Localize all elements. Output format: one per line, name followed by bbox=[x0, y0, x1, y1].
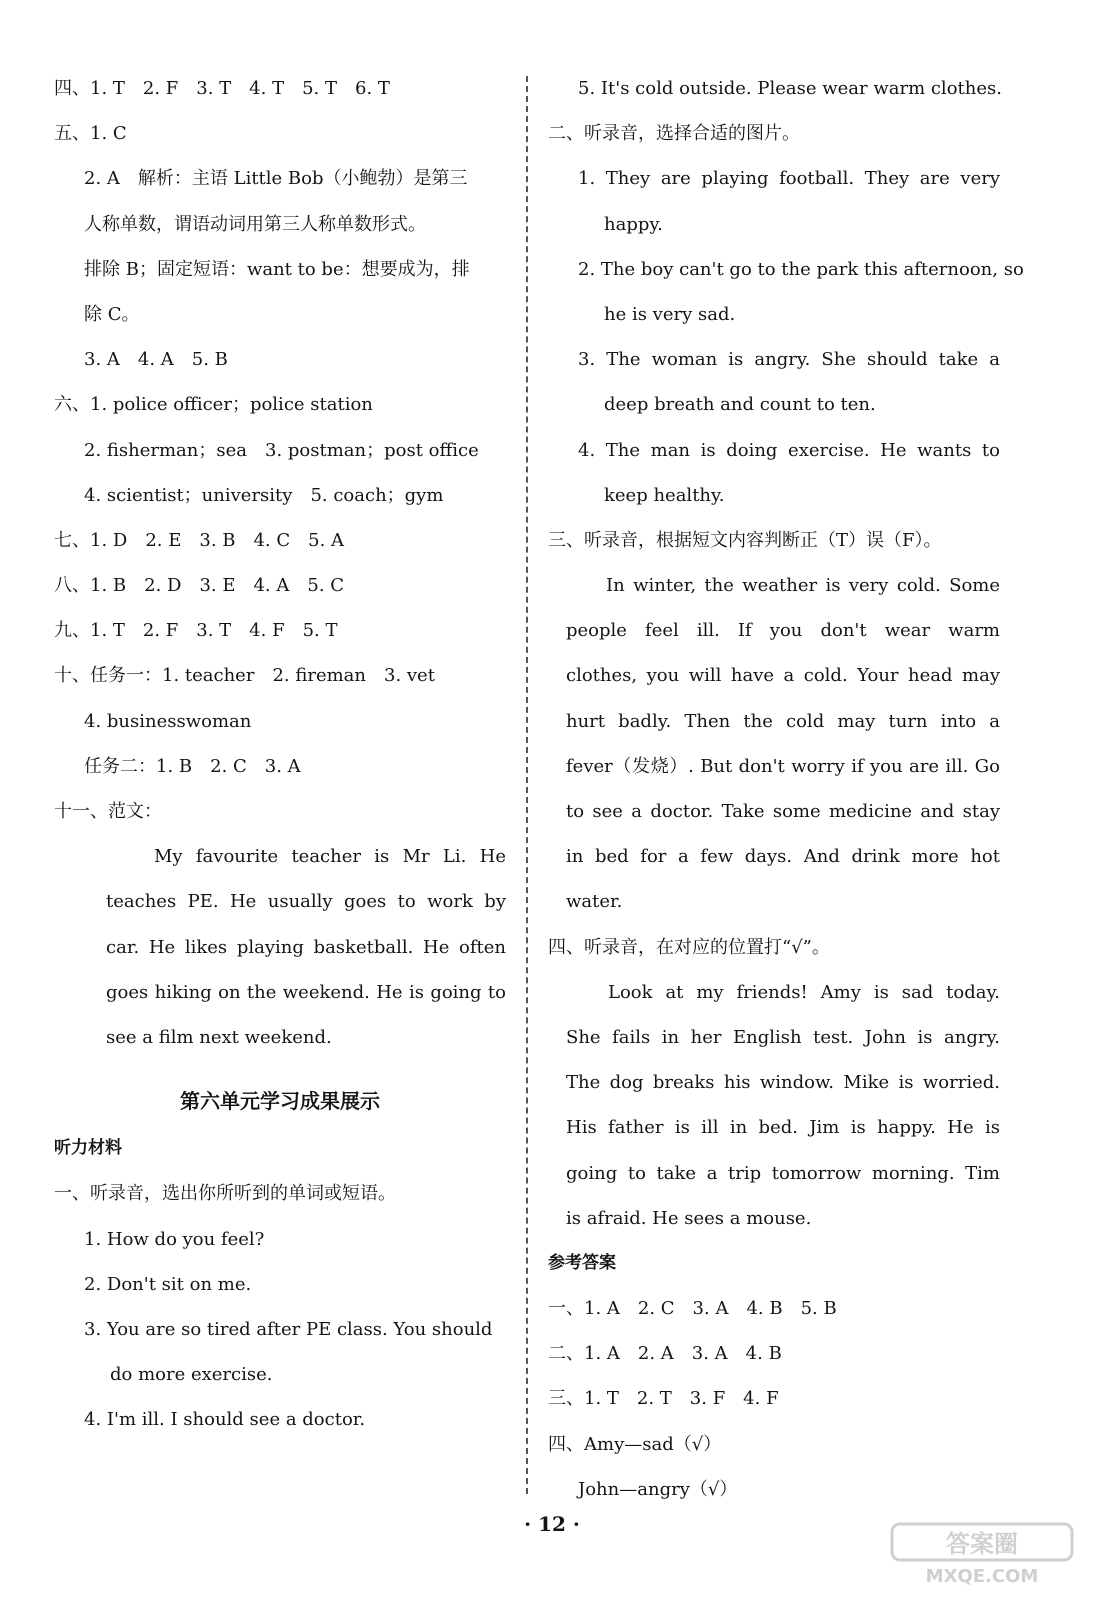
answer-line: 4. scientist；university 5. coach；gym bbox=[84, 484, 444, 506]
answer-line: 4. businesswoman bbox=[84, 710, 252, 732]
question-heading: 一、听录音，选出你所听到的单词或短语。 bbox=[54, 1183, 396, 1205]
script-line: 2. Don't sit on me. bbox=[84, 1273, 252, 1295]
script-line: 1. They are playing football. They are very bbox=[578, 168, 1000, 190]
answer-line: 任务二：1. B 2. C 3. A bbox=[84, 755, 301, 777]
passage-line: hurt badly. Then the cold may turn into a bbox=[566, 710, 1000, 732]
explanation-line: 除 C。 bbox=[84, 303, 140, 325]
passage-line: His father is ill in bed. Jim is happy. He is bbox=[566, 1117, 1000, 1139]
passage-line: In winter, the weather is very cold. Some bbox=[606, 575, 1000, 597]
script-line: deep breath and count to ten. bbox=[604, 394, 876, 416]
answer-line: 3. A 4. A 5. B bbox=[84, 349, 228, 371]
essay-line: teaches PE. He usually goes to work by bbox=[106, 891, 506, 913]
answer-line: 三、1. T 2. T 3. F 4. F bbox=[548, 1388, 779, 1410]
script-line: 4. The man is doing exercise. He wants to bbox=[578, 439, 1000, 461]
page-number: · 12 · bbox=[524, 1512, 580, 1536]
answer-line: 四、Amy—sad（√） bbox=[548, 1433, 722, 1455]
script-line: happy. bbox=[604, 213, 663, 235]
question-heading: 二、听录音，选择合适的图片。 bbox=[548, 123, 800, 145]
answer-line: 2. fisherman；sea 3. postman；post office bbox=[84, 439, 479, 461]
passage-line: clothes, you will have a cold. Your head may bbox=[566, 665, 1000, 687]
right-column bbox=[548, 66, 1024, 1512]
answer-line-9: 九、1. T 2. F 3. T 4. F 5. T bbox=[54, 620, 338, 642]
svg-text:MXQE.COM: MXQE.COM bbox=[925, 1566, 1039, 1587]
reference-answers-heading: 参考答案 bbox=[548, 1252, 616, 1273]
script-line: 5. It's cold outside. Please wear warm clothes. bbox=[578, 78, 1002, 99]
essay-line: see a film next weekend. bbox=[106, 1026, 332, 1048]
script-line: 4. I'm ill. I should see a doctor. bbox=[84, 1409, 366, 1431]
passage-line: people feel ill. If you don't wear warm bbox=[566, 620, 1000, 642]
answer-line: 一、1. A 2. C 3. A 4. B 5. B bbox=[548, 1298, 837, 1320]
watermark-logo-icon bbox=[886, 1520, 1086, 1590]
script-line: do more exercise. bbox=[110, 1364, 273, 1386]
script-line: keep healthy. bbox=[604, 484, 725, 506]
section-title: 第六单元学习成果展示 bbox=[180, 1089, 380, 1114]
answer-line-10: 十、任务一：1. teacher 2. fireman 3. vet bbox=[54, 665, 435, 687]
passage-line: in bed for a few days. And drink more hot bbox=[566, 846, 1000, 868]
question-heading: 四、听录音，在对应的位置打“√”。 bbox=[548, 936, 830, 958]
script-line: 3. You are so tired after PE class. You should bbox=[84, 1318, 493, 1340]
question-heading: 三、听录音，根据短文内容判断正（T）误（F）。 bbox=[548, 529, 942, 551]
answer-line-11: 十一、范文： bbox=[54, 801, 162, 822]
explanation-line: 排除 B；固定短语：want to be：想要成为，排 bbox=[84, 258, 470, 280]
answer-line-7: 七、1. D 2. E 3. B 4. C 5. A bbox=[54, 529, 345, 551]
explanation-line: 人称单数，谓语动词用第三人称单数形式。 bbox=[84, 213, 426, 235]
answer-line: John—angry（√） bbox=[578, 1478, 738, 1500]
passage-line: is afraid. He sees a mouse. bbox=[566, 1207, 812, 1229]
script-line: 2. The boy can't go to the park this afternoon, so bbox=[578, 258, 1024, 280]
script-line: 1. How do you feel? bbox=[84, 1228, 265, 1250]
passage-line: The dog breaks his window. Mike is worried. bbox=[566, 1072, 1000, 1094]
answer-line-5: 五、1. C bbox=[54, 123, 127, 145]
svg-text:答案圈: 答案圈 bbox=[946, 1530, 1018, 1558]
passage-line: Look at my friends! Amy is sad today. bbox=[608, 981, 1000, 1003]
answer-line: 2. A 解析：主语 Little Bob（小鲍勃）是第三 bbox=[84, 168, 468, 190]
answer-line-8: 八、1. B 2. D 3. E 4. A 5. C bbox=[54, 575, 345, 597]
essay-line: car. He likes playing basketball. He often bbox=[106, 936, 506, 958]
answer-line-4: 四、1. T 2. F 3. T 4. T 5. T 6. T bbox=[54, 78, 390, 99]
column-divider bbox=[526, 76, 528, 1494]
essay-line: My favourite teacher is Mr Li. He bbox=[154, 846, 506, 868]
passage-line: to see a doctor. Take some medicine and stay bbox=[566, 801, 1000, 822]
listening-material-heading: 听力材料 bbox=[54, 1138, 122, 1159]
left-column bbox=[54, 66, 506, 1442]
passage-line: She fails in her English test. John is angry. bbox=[566, 1026, 1000, 1048]
passage-line: fever（发烧）. But don't worry if you are ill. Go bbox=[566, 755, 1000, 777]
script-line: he is very sad. bbox=[604, 303, 736, 325]
essay-line: goes hiking on the weekend. He is going to bbox=[106, 981, 506, 1003]
passage-line: water. bbox=[566, 891, 623, 913]
answer-line: 二、1. A 2. A 3. A 4. B bbox=[548, 1343, 782, 1365]
script-line: 3. The woman is angry. She should take a bbox=[578, 349, 1000, 371]
answer-line-6: 六、1. police officer；police station bbox=[54, 394, 373, 416]
passage-line: going to take a trip tomorrow morning. Tim bbox=[566, 1162, 1000, 1184]
